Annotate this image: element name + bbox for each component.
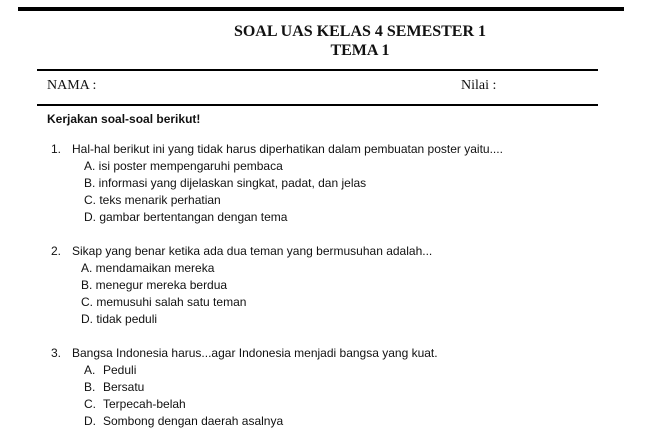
option-a <box>84 363 136 377</box>
theme-title: TEMA 1 <box>330 42 390 59</box>
option-a: A. isi poster mempengaruhi pembaca <box>84 159 283 173</box>
option-c: C. memusuhi salah satu teman <box>81 295 247 309</box>
header-divider-top <box>37 69 598 71</box>
option-d: D. tidak peduli <box>81 312 158 326</box>
instruction: Kerjakan soal-soal berikut! <box>47 112 201 126</box>
option-b: B. informasi yang dijelaskan singkat, padat, dan jelas <box>84 176 367 190</box>
option-a: A. mendamaikan mereka <box>81 261 215 275</box>
question-number: 1. <box>51 142 62 156</box>
option-text: Terpecah-belah <box>103 397 186 411</box>
header-divider-bottom <box>37 104 598 106</box>
option-text: Peduli <box>103 363 137 377</box>
question-text: Hal-hal berikut ini yang tidak harus diperhatikan dalam pembuatan poster yaitu.... <box>72 142 503 156</box>
option-c <box>84 397 186 411</box>
question-1 <box>51 142 503 156</box>
option-b <box>84 380 144 394</box>
option-c: C. teks menarik perhatian <box>84 193 221 207</box>
nilai-label: Nilai : <box>461 78 497 93</box>
question-3 <box>51 346 438 360</box>
top-border <box>18 7 624 11</box>
option-text: Sombong dengan daerah asalnya <box>103 414 284 428</box>
option-letter: A. <box>84 363 96 377</box>
question-2 <box>51 244 432 258</box>
question-number: 2. <box>51 244 62 258</box>
option-letter: C. <box>84 397 96 411</box>
exam-title: SOAL UAS KELAS 4 SEMESTER 1 <box>233 23 487 40</box>
question-number: 3. <box>51 346 62 360</box>
question-text: Sikap yang benar ketika ada dua teman yang bermusuhan adalah... <box>72 244 433 258</box>
option-d <box>84 414 283 428</box>
option-d: D. gambar bertentangan dengan tema <box>84 210 288 224</box>
option-letter: B. <box>84 380 96 394</box>
option-b: B. menegur mereka berdua <box>81 278 228 292</box>
option-text: Bersatu <box>103 380 145 394</box>
nama-label: NAMA : <box>47 78 97 93</box>
question-text: Bangsa Indonesia harus...agar Indonesia menjadi bangsa yang kuat. <box>72 346 438 360</box>
option-letter: D. <box>84 414 96 428</box>
